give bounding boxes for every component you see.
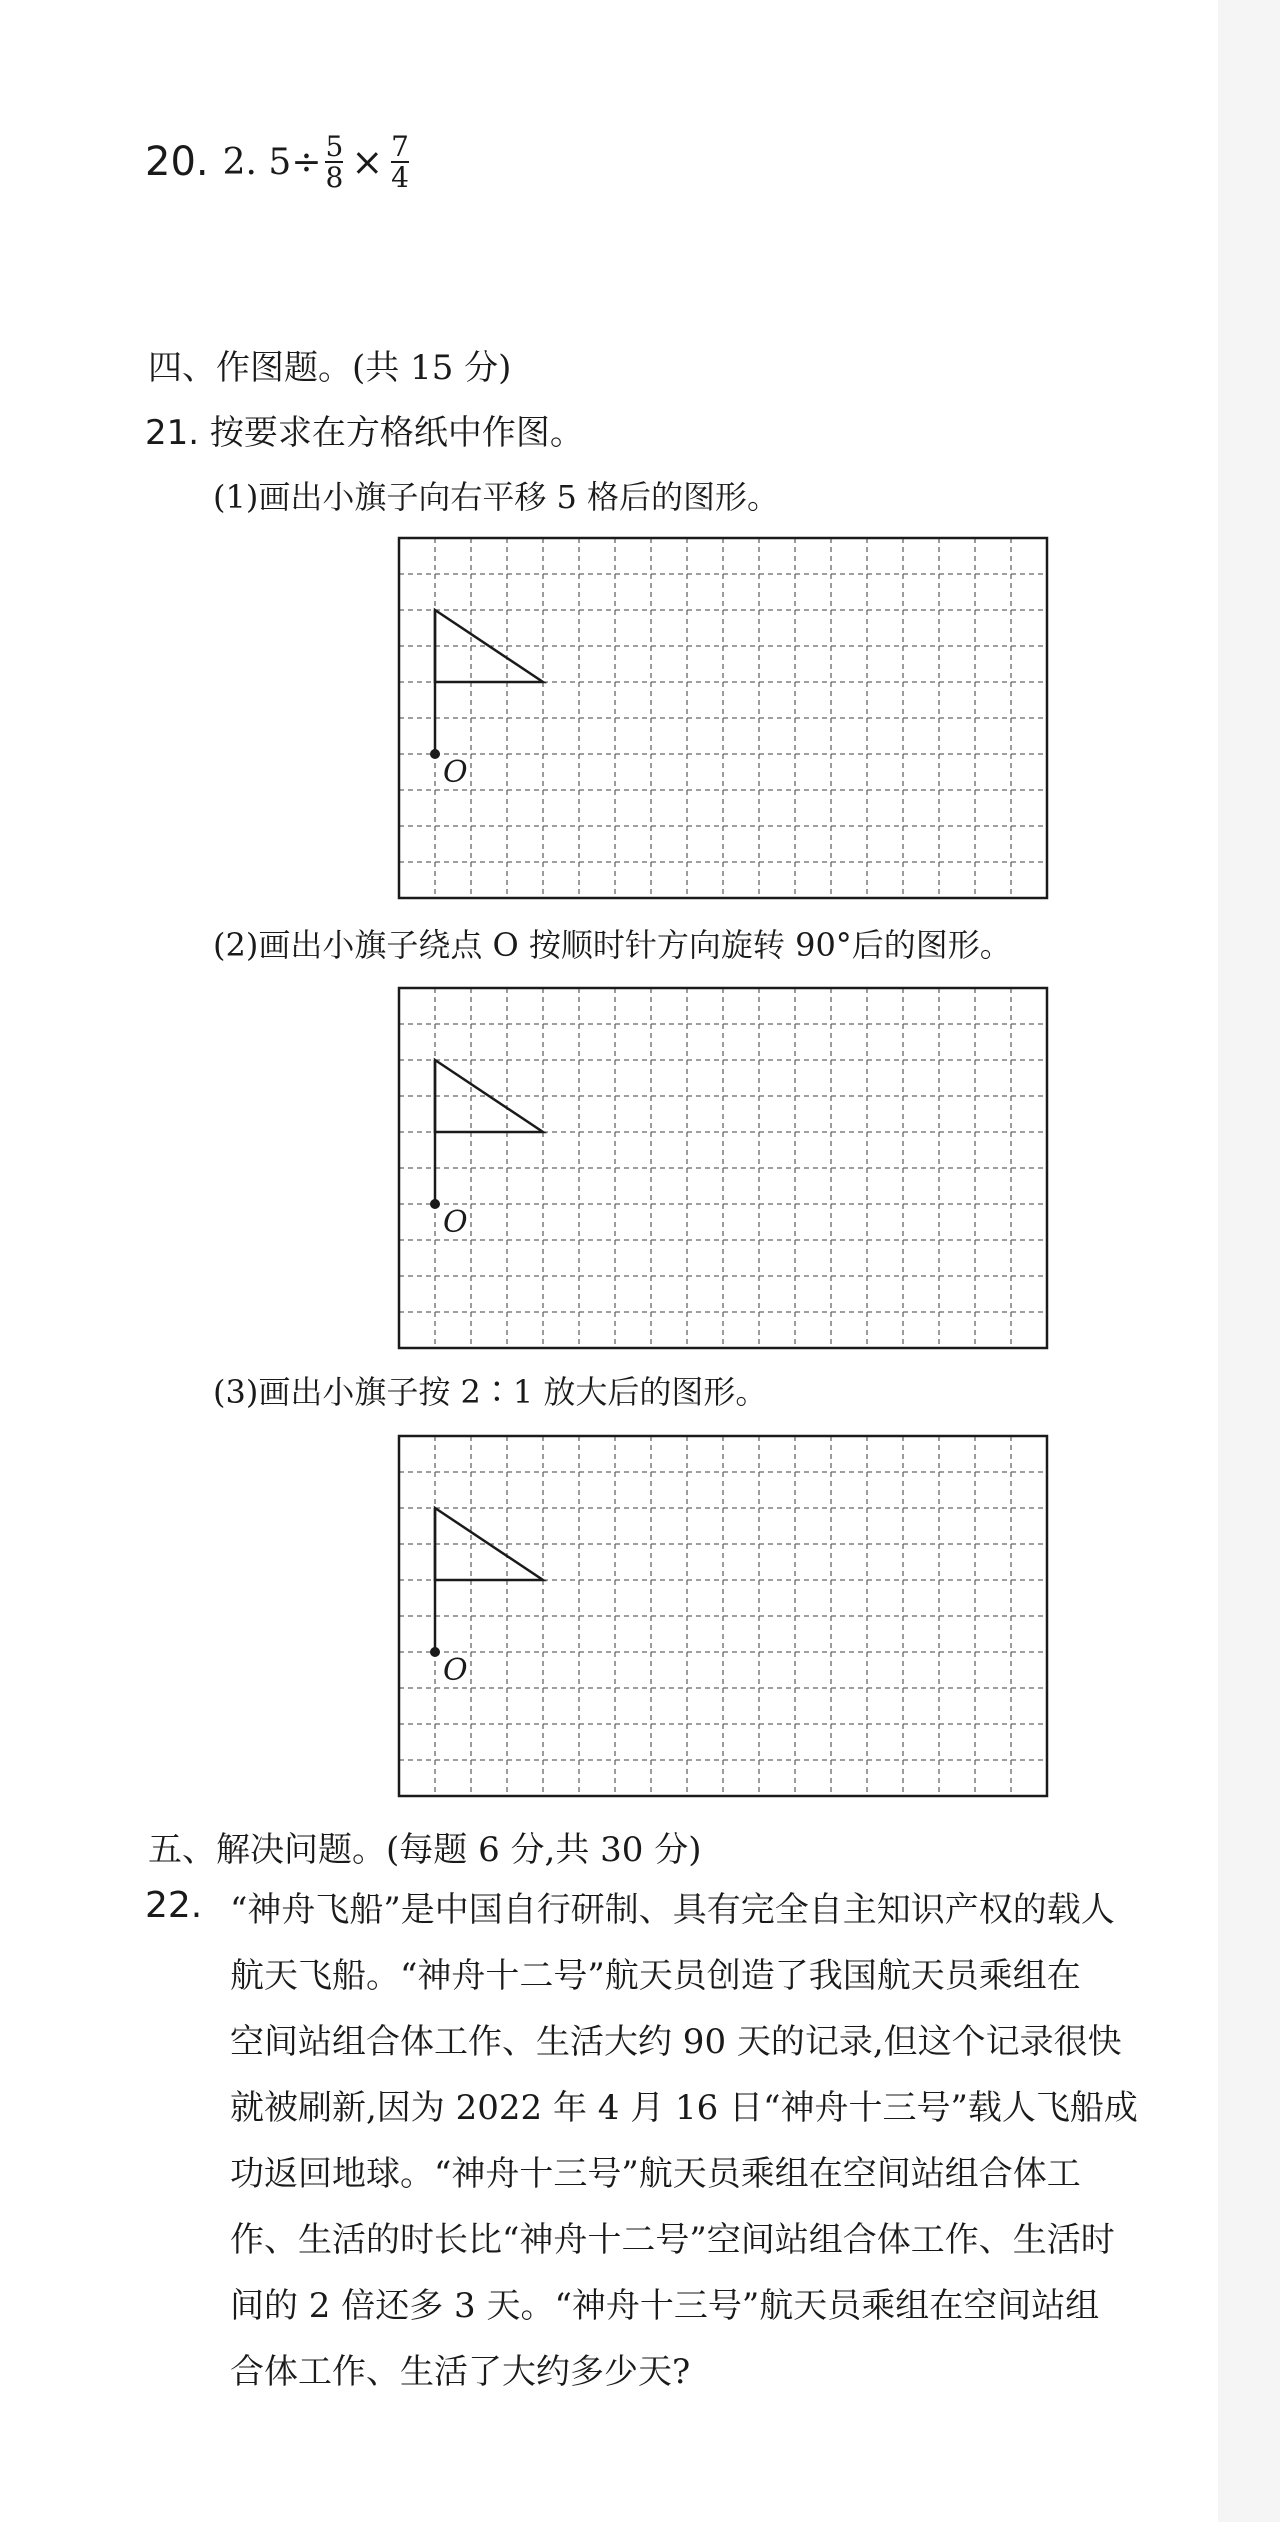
numerator: 7 xyxy=(391,129,409,163)
text-line: 空间站组合体工作、生活大约 90 天的记录,但这个记录很快 xyxy=(230,2022,1122,2062)
fraction-5-8 xyxy=(325,129,344,194)
text-line: 合体工作、生活了大约多少天? xyxy=(230,2352,691,2392)
question-number: 22. xyxy=(145,1885,203,1926)
text-line: 就被刷新,因为 2022 年 4 月 16 日“神舟十三号”载人飞船成 xyxy=(230,2088,1138,2128)
section-5-title: 五、解决问题。(每题 6 分,共 30 分) xyxy=(148,1830,702,1870)
point-o-dot xyxy=(430,749,440,759)
point-o-label: O xyxy=(443,755,468,790)
point-o-dot xyxy=(430,1647,440,1657)
grid-paper-3 xyxy=(393,1430,1053,1800)
point-o-label: O xyxy=(443,1653,468,1688)
question-text: 按要求在方格纸中作图。 xyxy=(209,413,584,453)
text-line: “神舟飞船”是中国自行研制、具有完全自主知识产权的载人 xyxy=(230,1890,1115,1930)
point-o-label: O xyxy=(443,1205,468,1240)
q22-body xyxy=(230,1877,1138,2405)
page-edge-shadow xyxy=(1218,0,1280,2522)
question-22 xyxy=(145,1885,202,1926)
text-line: 航天飞船。“神舟十二号”航天员创造了我国航天员乘组在 xyxy=(230,1956,1081,1996)
denominator: 4 xyxy=(391,161,409,194)
text-line: 间的 2 倍还多 3 天。“神舟十三号”航天员乘组在空间站组 xyxy=(230,2286,1100,2326)
q21-part-2-text: (2)画出小旗子绕点 O 按顺时针方向旋转 90°后的图形。 xyxy=(213,926,1012,964)
point-o-dot xyxy=(430,1199,440,1209)
text-line: 功返回地球。“神舟十三号”航天员乘组在空间站组合体工 xyxy=(230,2154,1081,2194)
question-number: 20. xyxy=(145,139,209,185)
times-sign: × xyxy=(351,140,384,184)
grid-paper-1 xyxy=(393,532,1053,902)
grid-paper-2 xyxy=(393,982,1053,1352)
denominator: 8 xyxy=(325,161,344,194)
question-20 xyxy=(145,122,413,202)
fraction-7-4 xyxy=(391,129,409,194)
expression-lead: 2. 5÷ xyxy=(222,141,322,183)
q21-part-1-text: (1)画出小旗子向右平移 5 格后的图形。 xyxy=(213,478,780,516)
numerator: 5 xyxy=(325,129,344,163)
text-line: 作、生活的时长比“神舟十二号”空间站组合体工作、生活时 xyxy=(230,2220,1115,2260)
question-number: 21. xyxy=(145,413,200,453)
section-4-title: 四、作图题。(共 15 分) xyxy=(148,348,512,388)
q21-part-3-text: (3)画出小旗子按 2∶1 放大后的图形。 xyxy=(213,1373,768,1411)
question-21 xyxy=(145,405,584,454)
